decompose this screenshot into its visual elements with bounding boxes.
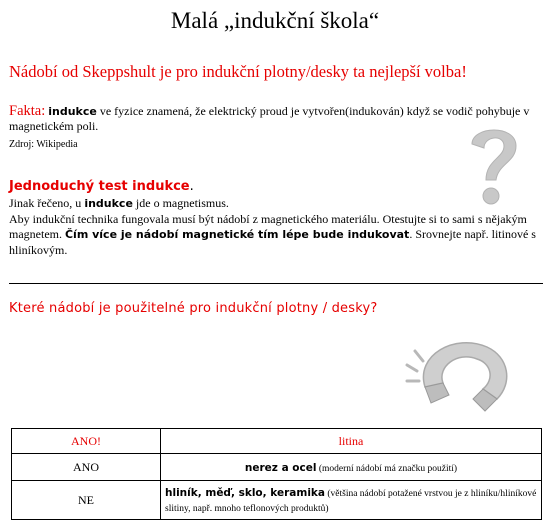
table-cell: hliník, měď, sklo, keramika (většina nádobí potažené vrstvou je z hliníku/hliníkové slitiny, např. mnoho teflonových produktů) xyxy=(161,481,542,520)
table-cell: NE xyxy=(12,481,161,520)
question-heading: Které nádobí je použitelné pro indukční plotny / desky? xyxy=(9,301,378,316)
source-note: Zdroj: Wikipedia xyxy=(9,139,78,150)
fakta-label: Fakta: xyxy=(9,103,46,119)
divider xyxy=(9,283,543,284)
cookware-table xyxy=(11,428,542,520)
table-row xyxy=(12,454,542,481)
page-title: Malá „indukční škola“ xyxy=(170,8,380,33)
magnet-icon xyxy=(405,325,525,415)
test-paragraph: Jinak řečeno, u indukce jde o magnetismus. Aby indukční technika fungovala musí být nádobí z magnetického materiálu. Otestujte si to sami s nějakým magnetem. Čím více je nádobí magnetické tím lépe bude indukovat. Srovnejte např. litinové s hliníkovým. xyxy=(9,196,536,257)
table-row xyxy=(12,429,542,454)
headline: Nádobí od Skeppshult je pro indukční plotny/desky ta nejlepší volba! xyxy=(9,62,467,81)
table-cell: ANO! xyxy=(12,429,161,454)
table-cell: ANO xyxy=(12,454,161,481)
table-cell: nerez a ocel (moderní nádobí má značku použití) xyxy=(161,454,542,481)
fakta-term: indukce xyxy=(48,105,97,118)
table-cell: litina xyxy=(161,429,542,454)
table-row xyxy=(12,481,542,520)
fakta-text: ve fyzice znamená, že elektrický proud je vytvořen(indukován) když se vodič pohybuje v magnetickém poli. xyxy=(9,104,530,133)
test-title: Jednoduchý test indukce. xyxy=(9,179,194,194)
